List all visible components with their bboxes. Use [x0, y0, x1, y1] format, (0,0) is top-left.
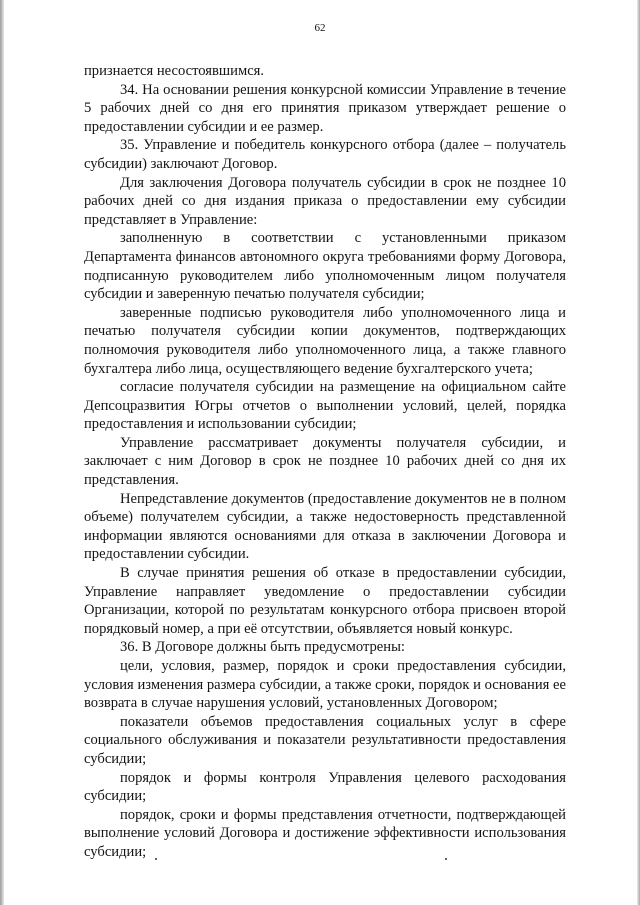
paragraph: порядок и формы контроля Управления целевого расходования субсидии; — [84, 769, 566, 805]
scan-speck — [445, 858, 447, 860]
scan-edge-left — [0, 0, 4, 905]
paragraph: 36. В Договоре должны быть предусмотрены: — [120, 639, 405, 656]
paragraph: цели, условия, размер, порядок и сроки предоставления субсидии, условия изменения размера субсидии, а также сроки, порядок и основания ее возврата в случае нарушения условий, установленных Договором; — [84, 658, 566, 712]
paragraph: заверенные подписью руководителя либо уполномоченного лица и печатью получателя субсидии копии документов, подтверждающих полномочия руководителя либо уполномоченного лица, а также главного бухгалтера либо лица, осуществляющего ведение бухгалтерского учета; — [84, 304, 566, 377]
paragraph: порядок, сроки и формы представления отчетности, подтверждающей выполнение условий Договора и достижение эффективности использования субсидии; — [84, 806, 566, 860]
paragraph: В случае принятия решения об отказе в предоставлении субсидии, Управление направляет уведомление о предоставлении субсидии Организации, которой по результатам конкурсного отбора присвоен второй порядковый номер, а при её отсутствии, объявляется новый конкурс. — [84, 565, 566, 637]
scan-speck — [155, 858, 157, 860]
paragraph: показатели объемов предоставления социальных услуг в сфере социального обслуживания и показатели результативности предоставления субсидии; — [84, 713, 566, 767]
page-number: 62 — [314, 22, 326, 34]
paragraph: 34. На основании решения конкурсной комиссии Управление в течение 5 рабочих дней со дня его принятия приказом утверждает решение о предоставлении субсидии и ее размер. — [84, 81, 566, 135]
paragraph: 35. Управление и победитель конкурсного отбора (далее – получатель субсидии) заключают Договор. — [84, 137, 566, 172]
paragraph: Непредставление документов (предоставление документов не в полном объеме) получателем субсидии, а также недостоверность представленной информации являются основаниями для отказа в заключении Договора и предоставлении субсидии. — [84, 490, 566, 563]
document-body — [84, 62, 566, 862]
paragraph: согласие получателя субсидии на размещение на официальном сайте Депсоцразвития Югры отчетов о выполнении условий, целей, порядка предоставления и использовании субсидии; — [84, 379, 566, 433]
paragraph: Для заключения Договора получатель субсидии в срок не позднее 10 рабочих дней со дня издания приказа о предоставлении ему субсидии представляет в Управление: — [84, 174, 566, 228]
paragraph: заполненную в соответствии с установленными приказом Департамента финансов автономного округа требованиями форму Договора, подписанную руководителем либо уполномоченным лицом получателя субсидии и заверенную печатью получателя субсидии; — [84, 230, 566, 303]
paragraph: признается несостоявшимся. — [84, 63, 265, 79]
paragraph: Управление рассматривает документы получателя субсидии, и заключает с ним Договор в срок не позднее 10 рабочих дней со дня их представления. — [84, 434, 566, 489]
